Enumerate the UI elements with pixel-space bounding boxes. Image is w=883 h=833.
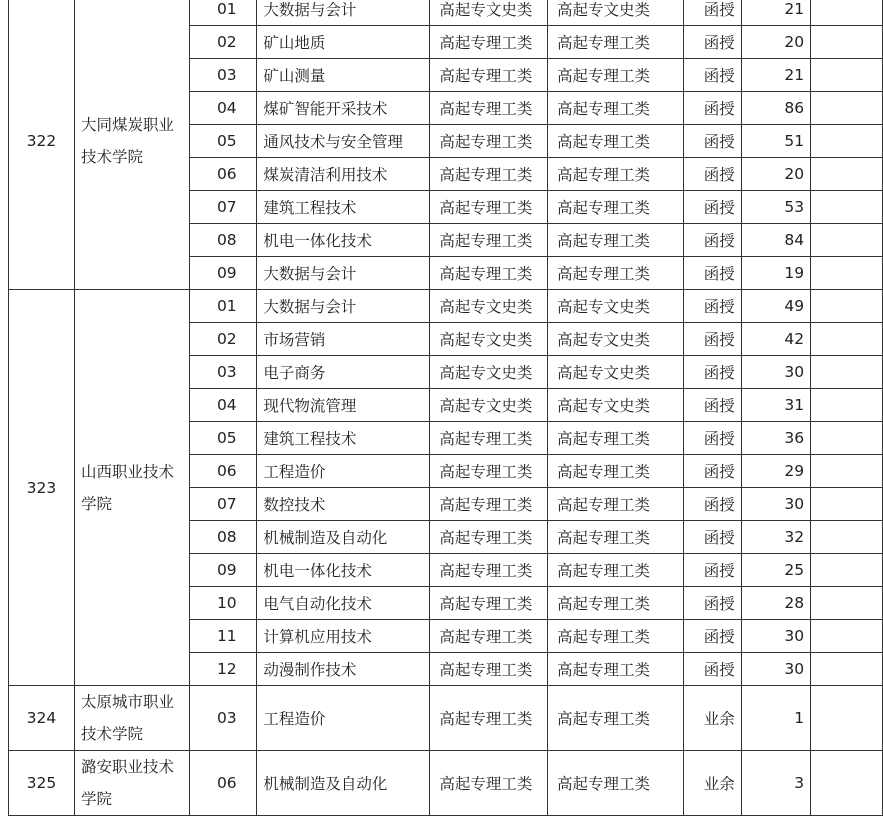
major-name-cell: 工程造价 [257, 686, 430, 751]
major-code-cell: 09 [189, 554, 256, 587]
major-name-cell: 矿山测量 [257, 59, 430, 92]
empty-cell [811, 191, 883, 224]
major-name-cell: 机电一体化技术 [257, 554, 430, 587]
empty-cell [811, 554, 883, 587]
level-cell: 高起专理工类 [430, 59, 548, 92]
category-cell: 高起专理工类 [547, 554, 683, 587]
category-cell: 高起专理工类 [547, 686, 683, 751]
plan-count-cell: 36 [741, 422, 810, 455]
category-cell: 高起专理工类 [547, 521, 683, 554]
major-code-cell: 04 [189, 92, 256, 125]
school-code-cell: 325 [9, 751, 75, 816]
table-body [9, 0, 883, 816]
major-name-cell: 煤炭清洁利用技术 [257, 158, 430, 191]
plan-count-cell: 49 [741, 290, 810, 323]
level-cell: 高起专文史类 [430, 0, 548, 26]
major-code-cell: 03 [189, 686, 256, 751]
empty-cell [811, 455, 883, 488]
empty-cell [811, 257, 883, 290]
plan-count-cell: 3 [741, 751, 810, 816]
plan-count-cell: 21 [741, 59, 810, 92]
category-cell: 高起专理工类 [547, 620, 683, 653]
empty-cell [811, 92, 883, 125]
major-name-cell: 动漫制作技术 [257, 653, 430, 686]
plan-count-cell: 32 [741, 521, 810, 554]
level-cell: 高起专理工类 [430, 620, 548, 653]
empty-cell [811, 356, 883, 389]
category-cell: 高起专理工类 [547, 191, 683, 224]
study-mode-cell: 函授 [683, 92, 741, 125]
level-cell: 高起专理工类 [430, 488, 548, 521]
empty-cell [811, 158, 883, 191]
empty-cell [811, 290, 883, 323]
major-name-cell: 大数据与会计 [257, 0, 430, 26]
empty-cell [811, 653, 883, 686]
level-cell: 高起专理工类 [430, 554, 548, 587]
plan-count-cell: 19 [741, 257, 810, 290]
plan-count-cell: 30 [741, 620, 810, 653]
empty-cell [811, 125, 883, 158]
study-mode-cell: 函授 [683, 125, 741, 158]
major-code-cell: 03 [189, 356, 256, 389]
major-code-cell: 01 [189, 0, 256, 26]
level-cell: 高起专理工类 [430, 521, 548, 554]
empty-cell [811, 0, 883, 26]
plan-count-cell: 86 [741, 92, 810, 125]
study-mode-cell: 函授 [683, 653, 741, 686]
level-cell: 高起专理工类 [430, 587, 548, 620]
category-cell: 高起专理工类 [547, 92, 683, 125]
plan-count-cell: 20 [741, 26, 810, 59]
school-name-cell: 山西职业技术学院 [74, 290, 189, 686]
major-code-cell: 12 [189, 653, 256, 686]
plan-count-cell: 84 [741, 224, 810, 257]
major-name-cell: 通风技术与安全管理 [257, 125, 430, 158]
study-mode-cell: 函授 [683, 0, 741, 26]
major-code-cell: 06 [189, 751, 256, 816]
major-name-cell: 工程造价 [257, 455, 430, 488]
study-mode-cell: 函授 [683, 158, 741, 191]
plan-count-cell: 30 [741, 488, 810, 521]
level-cell: 高起专理工类 [430, 257, 548, 290]
table-row [9, 290, 883, 323]
category-cell: 高起专理工类 [547, 455, 683, 488]
level-cell: 高起专理工类 [430, 455, 548, 488]
major-name-cell: 煤矿智能开采技术 [257, 92, 430, 125]
study-mode-cell: 函授 [683, 26, 741, 59]
study-mode-cell: 函授 [683, 587, 741, 620]
study-mode-cell: 函授 [683, 59, 741, 92]
empty-cell [811, 686, 883, 751]
category-cell: 高起专理工类 [547, 125, 683, 158]
category-cell: 高起专理工类 [547, 751, 683, 816]
study-mode-cell: 函授 [683, 422, 741, 455]
empty-cell [811, 751, 883, 816]
major-name-cell: 现代物流管理 [257, 389, 430, 422]
table-row [9, 751, 883, 816]
enrollment-table [8, 0, 883, 816]
level-cell: 高起专理工类 [430, 224, 548, 257]
study-mode-cell: 业余 [683, 751, 741, 816]
empty-cell [811, 587, 883, 620]
level-cell: 高起专理工类 [430, 158, 548, 191]
major-name-cell: 建筑工程技术 [257, 422, 430, 455]
major-code-cell: 01 [189, 290, 256, 323]
major-code-cell: 05 [189, 125, 256, 158]
category-cell: 高起专理工类 [547, 257, 683, 290]
level-cell: 高起专理工类 [430, 92, 548, 125]
major-name-cell: 机电一体化技术 [257, 224, 430, 257]
plan-count-cell: 51 [741, 125, 810, 158]
plan-count-cell: 30 [741, 356, 810, 389]
level-cell: 高起专理工类 [430, 26, 548, 59]
study-mode-cell: 函授 [683, 620, 741, 653]
plan-count-cell: 30 [741, 653, 810, 686]
category-cell: 高起专文史类 [547, 389, 683, 422]
level-cell: 高起专理工类 [430, 191, 548, 224]
level-cell: 高起专文史类 [430, 389, 548, 422]
empty-cell [811, 59, 883, 92]
school-name-cell: 太原城市职业技术学院 [74, 686, 189, 751]
school-name-cell: 大同煤炭职业技术学院 [74, 0, 189, 290]
major-code-cell: 02 [189, 323, 256, 356]
study-mode-cell: 业余 [683, 686, 741, 751]
plan-count-cell: 1 [741, 686, 810, 751]
category-cell: 高起专理工类 [547, 59, 683, 92]
level-cell: 高起专文史类 [430, 290, 548, 323]
study-mode-cell: 函授 [683, 521, 741, 554]
major-code-cell: 05 [189, 422, 256, 455]
major-code-cell: 02 [189, 26, 256, 59]
plan-count-cell: 31 [741, 389, 810, 422]
major-code-cell: 07 [189, 191, 256, 224]
level-cell: 高起专理工类 [430, 125, 548, 158]
major-name-cell: 矿山地质 [257, 26, 430, 59]
category-cell: 高起专理工类 [547, 488, 683, 521]
study-mode-cell: 函授 [683, 323, 741, 356]
study-mode-cell: 函授 [683, 224, 741, 257]
empty-cell [811, 422, 883, 455]
level-cell: 高起专理工类 [430, 751, 548, 816]
table-row [9, 686, 883, 751]
plan-count-cell: 53 [741, 191, 810, 224]
major-code-cell: 11 [189, 620, 256, 653]
category-cell: 高起专文史类 [547, 323, 683, 356]
major-code-cell: 07 [189, 488, 256, 521]
study-mode-cell: 函授 [683, 356, 741, 389]
empty-cell [811, 488, 883, 521]
study-mode-cell: 函授 [683, 554, 741, 587]
school-code-cell: 323 [9, 290, 75, 686]
level-cell: 高起专理工类 [430, 686, 548, 751]
major-code-cell: 06 [189, 158, 256, 191]
major-code-cell: 09 [189, 257, 256, 290]
study-mode-cell: 函授 [683, 488, 741, 521]
major-code-cell: 04 [189, 389, 256, 422]
major-code-cell: 08 [189, 521, 256, 554]
major-name-cell: 市场营销 [257, 323, 430, 356]
table-row [9, 0, 883, 26]
major-code-cell: 03 [189, 59, 256, 92]
major-name-cell: 机械制造及自动化 [257, 521, 430, 554]
study-mode-cell: 函授 [683, 290, 741, 323]
empty-cell [811, 521, 883, 554]
major-code-cell: 06 [189, 455, 256, 488]
major-name-cell: 大数据与会计 [257, 290, 430, 323]
category-cell: 高起专理工类 [547, 26, 683, 59]
empty-cell [811, 26, 883, 59]
category-cell: 高起专理工类 [547, 653, 683, 686]
plan-count-cell: 42 [741, 323, 810, 356]
plan-count-cell: 28 [741, 587, 810, 620]
school-code-cell: 322 [9, 0, 75, 290]
level-cell: 高起专文史类 [430, 323, 548, 356]
study-mode-cell: 函授 [683, 389, 741, 422]
study-mode-cell: 函授 [683, 191, 741, 224]
study-mode-cell: 函授 [683, 455, 741, 488]
category-cell: 高起专文史类 [547, 356, 683, 389]
major-name-cell: 数控技术 [257, 488, 430, 521]
study-mode-cell: 函授 [683, 257, 741, 290]
school-name-cell: 潞安职业技术学院 [74, 751, 189, 816]
major-name-cell: 建筑工程技术 [257, 191, 430, 224]
category-cell: 高起专文史类 [547, 290, 683, 323]
major-name-cell: 机械制造及自动化 [257, 751, 430, 816]
empty-cell [811, 224, 883, 257]
category-cell: 高起专文史类 [547, 0, 683, 26]
major-code-cell: 08 [189, 224, 256, 257]
major-code-cell: 10 [189, 587, 256, 620]
level-cell: 高起专理工类 [430, 653, 548, 686]
plan-count-cell: 20 [741, 158, 810, 191]
major-name-cell: 计算机应用技术 [257, 620, 430, 653]
empty-cell [811, 620, 883, 653]
level-cell: 高起专文史类 [430, 356, 548, 389]
major-name-cell: 电子商务 [257, 356, 430, 389]
category-cell: 高起专理工类 [547, 158, 683, 191]
level-cell: 高起专理工类 [430, 422, 548, 455]
category-cell: 高起专理工类 [547, 224, 683, 257]
plan-count-cell: 29 [741, 455, 810, 488]
major-name-cell: 电气自动化技术 [257, 587, 430, 620]
category-cell: 高起专理工类 [547, 422, 683, 455]
plan-count-cell: 21 [741, 0, 810, 26]
empty-cell [811, 323, 883, 356]
major-name-cell: 大数据与会计 [257, 257, 430, 290]
category-cell: 高起专理工类 [547, 587, 683, 620]
plan-count-cell: 25 [741, 554, 810, 587]
empty-cell [811, 389, 883, 422]
school-code-cell: 324 [9, 686, 75, 751]
